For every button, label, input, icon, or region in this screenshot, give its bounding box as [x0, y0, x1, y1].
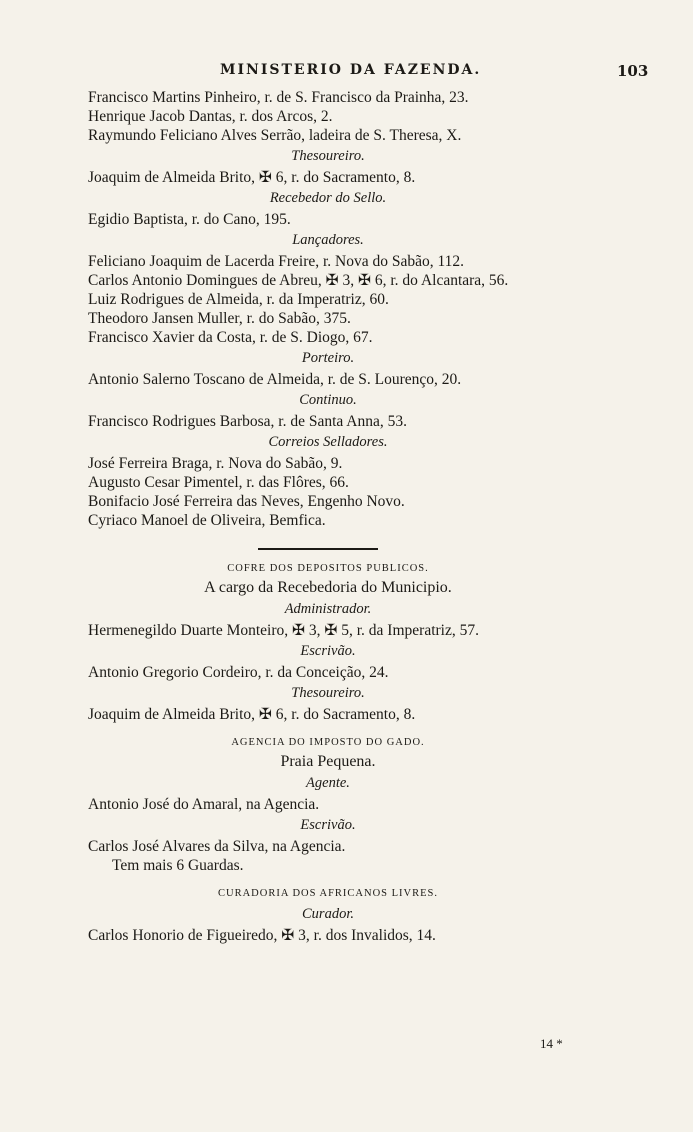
section-heading: COFRE DOS DEPOSITOS PUBLICOS.	[227, 563, 429, 574]
signature-mark: 14 *	[540, 1036, 563, 1051]
role-heading: Thesoureiro.	[291, 685, 365, 701]
entry-line: José Ferreira Braga, r. Nova do Sabão, 9.	[88, 455, 343, 472]
entry-line: Antonio Salerno Toscano de Almeida, r. de S. Lourenço, 20.	[88, 371, 462, 388]
section-subheading: A cargo da Recebedoria do Municipio.	[204, 579, 452, 596]
section-divider	[258, 548, 378, 550]
entry-line: Francisco Rodrigues Barbosa, r. de Santa Anna, 53.	[88, 413, 407, 430]
entry-line: Francisco Martins Pinheiro, r. de S. Francisco da Prainha, 23.	[88, 89, 469, 106]
entry-line: Cyriaco Manoel de Oliveira, Bemfica.	[88, 512, 326, 529]
entry-line: Henrique Jacob Dantas, r. dos Arcos, 2.	[88, 108, 333, 125]
role-heading: Thesoureiro.	[291, 148, 365, 164]
running-title: MINISTERIO DA FAZENDA.	[220, 62, 482, 78]
section-heading: CURADORIA DOS AFRICANOS LIVRES.	[217, 888, 439, 899]
entry-line: Augusto Cesar Pimentel, r. das Flôres, 66.	[88, 474, 349, 491]
role-heading: Escrivão.	[300, 643, 356, 659]
entry-line: Joaquim de Almeida Brito, ✠ 6, r. do Sacramento, 8.	[88, 706, 416, 723]
page-header	[0, 62, 693, 84]
entry-line: Bonifacio José Ferreira das Neves, Engenho Novo.	[88, 493, 405, 510]
page-content	[88, 88, 648, 945]
role-heading: Agente.	[306, 775, 350, 791]
entry-line: Francisco Xavier da Costa, r. de S. Diogo, 67.	[88, 329, 373, 346]
entry-line: Luiz Rodrigues de Almeida, r. da Imperatriz, 60.	[88, 291, 389, 308]
entry-line: Carlos Honorio de Figueiredo, ✠ 3, r. dos Invalidos, 14.	[88, 927, 436, 944]
role-heading: Lançadores.	[292, 232, 364, 248]
entry-line: Joaquim de Almeida Brito, ✠ 6, r. do Sacramento, 8.	[88, 169, 416, 186]
section-heading: AGENCIA DO IMPOSTO DO GADO.	[231, 737, 425, 748]
entry-line: Feliciano Joaquim de Lacerda Freire, r. Nova do Sabão, 112.	[88, 253, 465, 270]
section-subheading: Praia Pequena.	[280, 753, 376, 770]
role-heading: Continuo.	[299, 392, 357, 408]
role-heading: Escrivão.	[300, 817, 356, 833]
entry-line: Hermenegildo Duarte Monteiro, ✠ 3, ✠ 5, r. da Imperatriz, 57.	[88, 622, 479, 639]
page-number: 103	[617, 62, 649, 80]
entry-line: Antonio Gregorio Cordeiro, r. da Conceição, 24.	[88, 664, 389, 681]
entry-line: Egidio Baptista, r. do Cano, 195.	[88, 211, 291, 228]
entry-line: Raymundo Feliciano Alves Serrão, ladeira de S. Theresa, X.	[88, 127, 462, 144]
entry-line: Carlos Antonio Domingues de Abreu, ✠ 3, ✠ 6, r. do Alcantara, 56.	[88, 272, 509, 289]
role-heading: Correios Selladores.	[268, 434, 388, 450]
role-heading: Curador.	[302, 906, 354, 922]
entry-line: Carlos José Alvares da Silva, na Agencia.	[88, 838, 346, 855]
entry-line: Antonio José do Amaral, na Agencia.	[88, 796, 320, 813]
entry-line: Theodoro Jansen Muller, r. do Sabão, 375.	[88, 310, 351, 327]
role-heading: Recebedor do Sello.	[269, 190, 387, 206]
entry-note: Tem mais 6 Guardas.	[112, 857, 244, 874]
role-heading: Porteiro.	[301, 350, 355, 366]
role-heading: Administrador.	[284, 601, 372, 617]
